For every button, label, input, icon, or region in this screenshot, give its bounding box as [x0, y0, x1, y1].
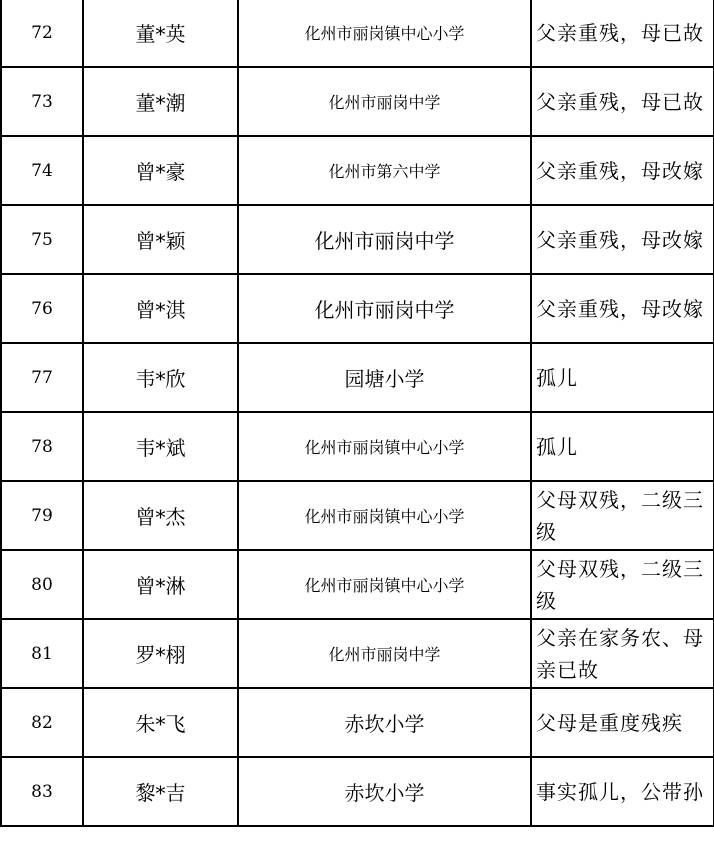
- row-number: 83: [1, 757, 83, 826]
- school-name: 化州市丽岗镇中心小学: [238, 412, 531, 481]
- hardship-reason: 父亲重残，母改嫁: [531, 205, 714, 274]
- hardship-reason: 事实孤儿，公带孙: [531, 757, 714, 826]
- student-name: 曾*豪: [83, 136, 238, 205]
- table-row: [1, 688, 714, 757]
- hardship-reason: 孤儿: [531, 412, 714, 481]
- hardship-reason: 父亲重残，母已故: [531, 0, 714, 67]
- table-row: [1, 619, 714, 688]
- student-name: 曾*淇: [83, 274, 238, 343]
- school-name: 化州市丽岗中学: [238, 205, 531, 274]
- hardship-reason: 父亲在家务农、母亲已故: [531, 619, 714, 688]
- student-name: 罗*栩: [83, 619, 238, 688]
- row-number: 78: [1, 412, 83, 481]
- student-name: 曾*杰: [83, 481, 238, 550]
- row-number: 75: [1, 205, 83, 274]
- student-name: 黎*吉: [83, 757, 238, 826]
- row-number: 82: [1, 688, 83, 757]
- hardship-reason: 父亲重残，母改嫁: [531, 274, 714, 343]
- student-name: 董*潮: [83, 67, 238, 136]
- hardship-reason: 父亲重残，母已故: [531, 67, 714, 136]
- table-row: [1, 0, 714, 67]
- row-number: 80: [1, 550, 83, 619]
- hardship-reason: 父亲重残，母改嫁: [531, 136, 714, 205]
- student-name: 曾*颖: [83, 205, 238, 274]
- row-number: 81: [1, 619, 83, 688]
- table-row: [1, 343, 714, 412]
- table-row: [1, 67, 714, 136]
- school-name: 园塘小学: [238, 343, 531, 412]
- school-name: 化州市丽岗中学: [238, 619, 531, 688]
- student-name: 朱*飞: [83, 688, 238, 757]
- row-number: 77: [1, 343, 83, 412]
- table-row: [1, 412, 714, 481]
- school-name: 化州市丽岗中学: [238, 67, 531, 136]
- row-number: 76: [1, 274, 83, 343]
- school-name: 化州市丽岗中学: [238, 274, 531, 343]
- row-number: 74: [1, 136, 83, 205]
- school-name: 赤坎小学: [238, 757, 531, 826]
- row-number: 72: [1, 0, 83, 67]
- table-row: [1, 757, 714, 826]
- school-name: 化州市丽岗镇中心小学: [238, 481, 531, 550]
- table-row: [1, 136, 714, 205]
- hardship-reason: 父母双残，二级三级: [531, 481, 714, 550]
- row-number: 73: [1, 67, 83, 136]
- school-name: 赤坎小学: [238, 688, 531, 757]
- school-name: 化州市第六中学: [238, 136, 531, 205]
- table-row: [1, 481, 714, 550]
- table-row: [1, 550, 714, 619]
- student-name: 韦*斌: [83, 412, 238, 481]
- school-name: 化州市丽岗镇中心小学: [238, 0, 531, 67]
- student-name: 曾*淋: [83, 550, 238, 619]
- student-name: 董*英: [83, 0, 238, 67]
- hardship-reason: 父母双残，二级三级: [531, 550, 714, 619]
- hardship-reason: 孤儿: [531, 343, 714, 412]
- table-row: [1, 205, 714, 274]
- student-name: 韦*欣: [83, 343, 238, 412]
- school-name: 化州市丽岗镇中心小学: [238, 550, 531, 619]
- table-row: [1, 274, 714, 343]
- row-number: 79: [1, 481, 83, 550]
- hardship-reason: 父母是重度残疾: [531, 688, 714, 757]
- table-body: [1, 0, 714, 826]
